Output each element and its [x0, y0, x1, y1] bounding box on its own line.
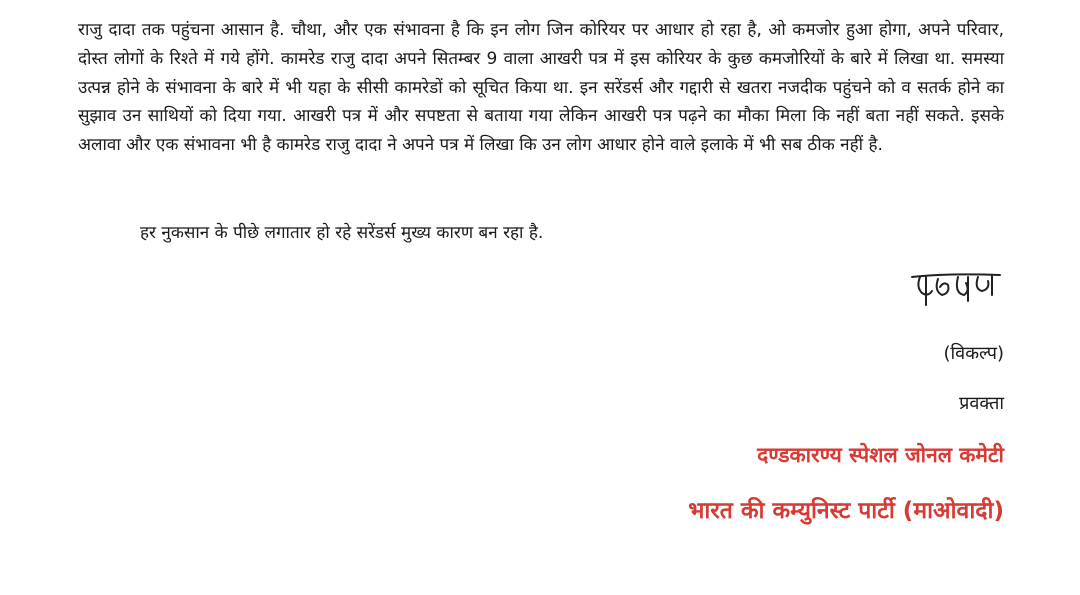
signatory-name: (विकल्प) — [943, 343, 1004, 364]
signature-block — [584, 265, 1004, 317]
body-paragraph: राजु दादा तक पहुंचना आसान है. चौथा, और एक संभावना है कि इन लोग जिन कोरियर पर आधार हो रहा है, ओ कमजोर हुआ होगा, अपने परिवार, दोस्त लोगों के रिश्ते में गये होंगे. कामरेड राजु दादा अपने सितम्बर 9 वाला आखरी पत्र में इस कोरियर के कुछ कमजोरियों के बारे में लिखा था. समस्या उत्पन्न होने के संभावना के बारे में भी यहा के सीसी कामरेडों को सूचित किया था. इन सरेंडर्स और गद्दारी से खतरा नजदीक पहुंचने को व सतर्क होने का सुझाव उन साथियों को दिया गया. आखरी पत्र में और सपष्टता से बताया गया लेकिन आखरी पत्र पढ़ने का मौका मिला कि नहीं बता नहीं सकते. इसके अलावा और एक संभावना भी है कामरेड राजु दादा ने अपने पत्र में लिखा कि उन लोग आधार होने वाले इलाके में भी सब ठीक नहीं है. — [78, 20, 1004, 156]
signatory-role: प्रवक्ता — [959, 393, 1004, 414]
closing-statement: हर नुकसान के पीछे लगातार हो रहे सरेंडर्स मुख्य कारण बन रहा है. — [140, 223, 544, 243]
handwritten-signature — [908, 265, 1004, 313]
party-name: भारत की कम्युनिस्ट पार्टी (माओवादी) — [688, 498, 1004, 524]
committee-name: दण्डकारण्य स्पेशल जोनल कमेटी — [757, 443, 1004, 467]
